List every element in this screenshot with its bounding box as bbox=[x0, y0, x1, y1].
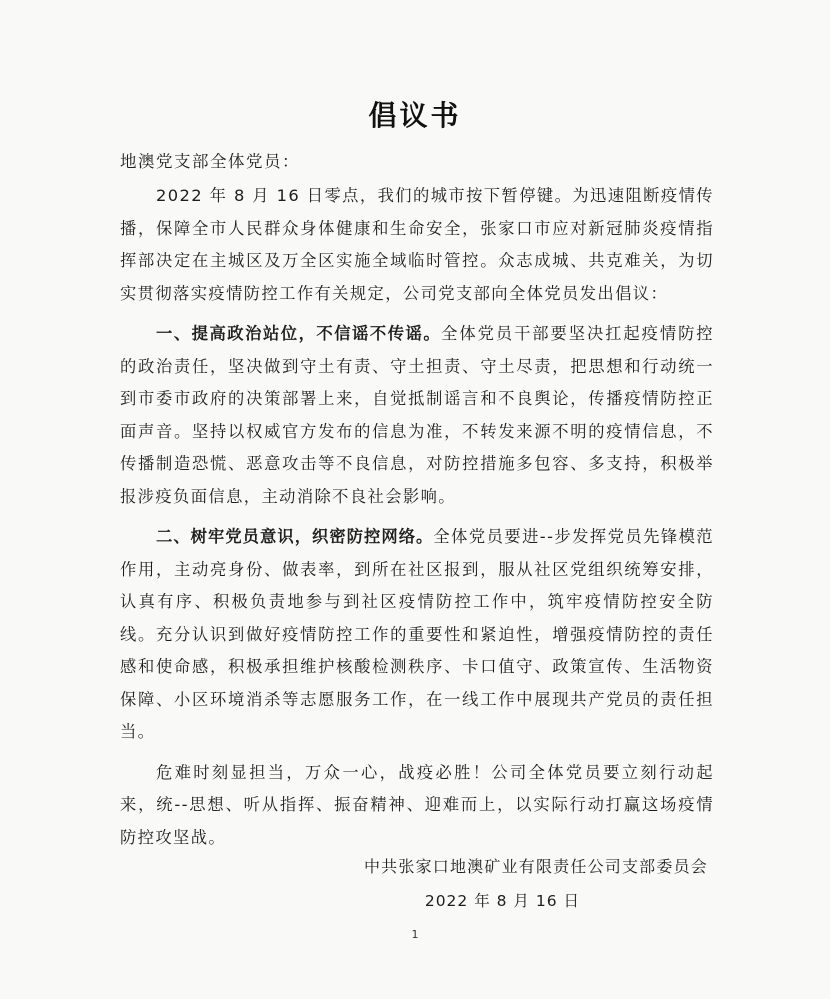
paragraph-text: 全体党员干部要坚决扛起疫情防控的政治责任，坚决做到守土有责、守土担责、守土尽责，把思想和行动统一到市委市政府的决策部署上来，自觉抵制谣言和不良舆论，传播疫情防控正面声音。坚持以权威官方发布的信息为准，不转发来源不明的疫情信息，不传播制造恐慌、恶意攻击等不良信息，对防控措施多包容、多支持，积极举报涉疫负面信息，主动消除不良社会影响。 bbox=[120, 324, 714, 506]
signature-date: 2022 年 8 月 16 日 bbox=[424, 892, 580, 910]
salutation: 地澳党支部全体党员： bbox=[120, 152, 300, 171]
page-number: 1 bbox=[411, 928, 419, 941]
paragraph-point-2 bbox=[120, 521, 714, 749]
paragraph-lead: 一、提高政治站位，不信谣不传谣。 bbox=[156, 324, 442, 343]
paragraph-text: 全体党员要进--步发挥党员先锋模范作用，主动亮身份、做表率，到所在社区报到，服从社区党组织统筹安排，认真有序、积极负责地参与到社区疫情防控工作中，筑牢疫情防控安全防线。充分认识到做好疫情防控工作的重要性和紧迫性，增强疫情防控的责任感和使命感，积极承担维护核酸检测秩序、卡口值守、政策宣传、生活物资保障、小区环境消杀等志愿服务工作，在一线工作中展现共产党员的责任担当。 bbox=[120, 527, 714, 741]
paragraph-text: 2022 年 8 月 16 日零点，我们的城市按下暂停键。为迅速阻断疫情传播，保障全市人民群众身体健康和生命安全，张家口市应对新冠肺炎疫情指挥部决定在主城区及万全区实施全域临时管控。众志成城、共克难关，为切实贯彻落实疫情防控工作有关规定，公司党支部向全体党员发出倡议： bbox=[120, 186, 714, 303]
signature: 中共张家口地澳矿业有限责任公司支部委员会 bbox=[363, 857, 708, 876]
paragraph-intro bbox=[120, 180, 714, 310]
document-body bbox=[120, 180, 714, 862]
paragraph-point-1 bbox=[120, 318, 714, 513]
paragraph-closing bbox=[120, 757, 714, 855]
paragraph-lead: 二、树牢党员意识，织密防控网络。 bbox=[156, 527, 434, 546]
paragraph-text: 危难时刻显担当，万众一心，战疫必胜！公司全体党员要立刻行动起来，统--思想、听从指挥、振奋精神、迎难而上，以实际行动打赢这场疫情防控攻坚战。 bbox=[120, 762, 714, 847]
document-title: 倡议书 bbox=[368, 99, 462, 132]
